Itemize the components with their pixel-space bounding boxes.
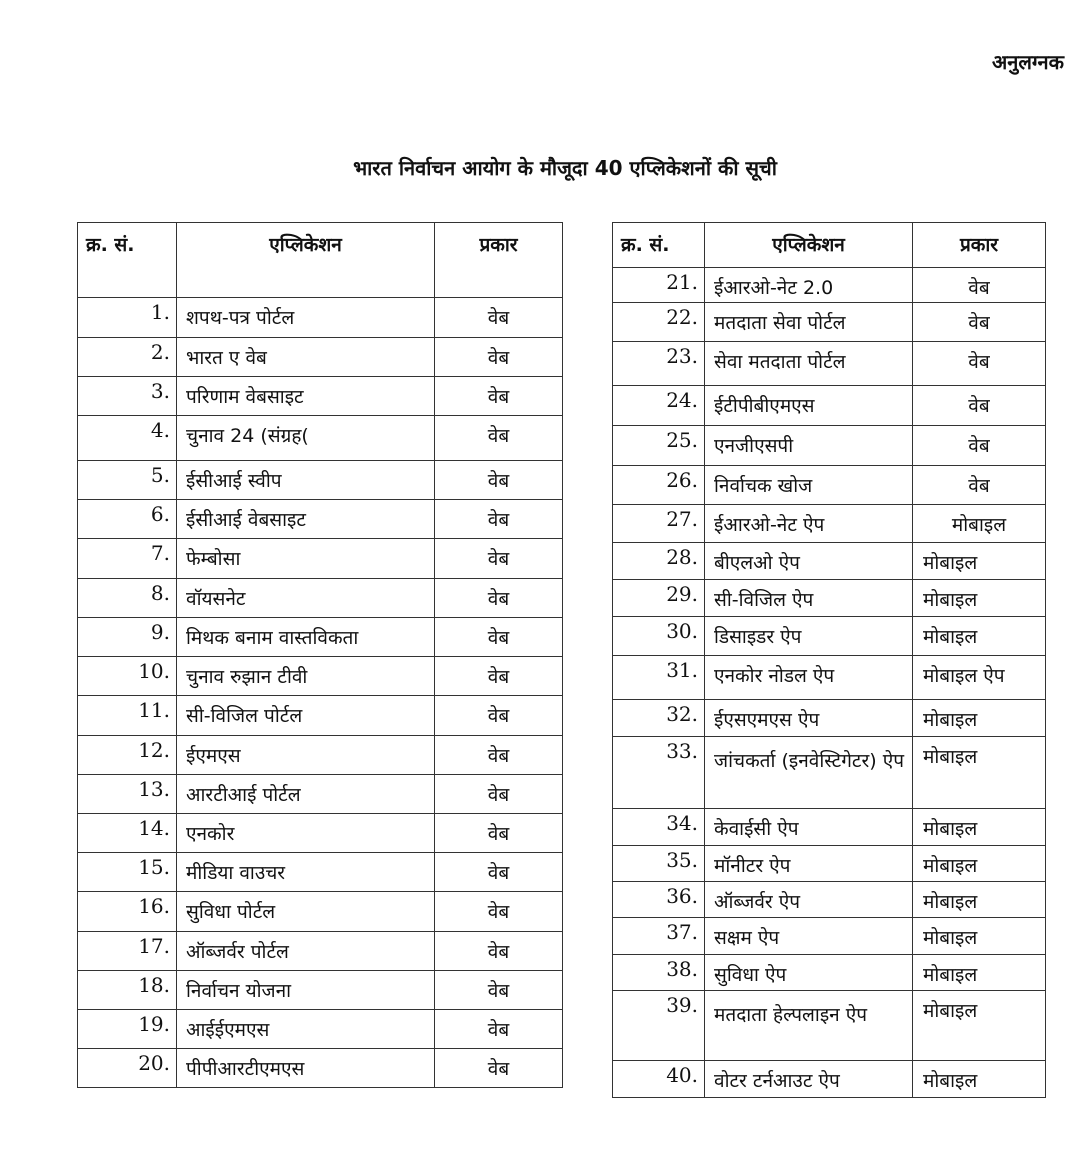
- application-type: वेब: [435, 416, 563, 461]
- table-row: [613, 882, 1046, 918]
- application-name: मतदाता सेवा पोर्टल: [705, 303, 913, 342]
- table-row: [613, 505, 1046, 543]
- table-row: [613, 580, 1046, 617]
- serial-number: 24.: [613, 386, 705, 426]
- application-type: वेब: [435, 377, 563, 416]
- table-row: [78, 338, 563, 377]
- application-type: मोबाइल: [913, 505, 1046, 543]
- serial-number: 1.: [78, 298, 177, 338]
- serial-number: 40.: [613, 1061, 705, 1098]
- serial-number: 11.: [78, 696, 177, 736]
- application-type: वेब: [435, 461, 563, 500]
- table-row: [613, 918, 1046, 955]
- application-name: ऑब्जर्वर ऐप: [705, 882, 913, 918]
- table-row: [613, 1061, 1046, 1098]
- serial-number: 39.: [613, 991, 705, 1061]
- table-row: [78, 539, 563, 579]
- serial-number: 7.: [78, 539, 177, 579]
- application-name: निर्वाचन योजना: [177, 971, 435, 1010]
- application-type: वेब: [435, 579, 563, 618]
- application-name: चुनाव 24 (संग्रह(: [177, 416, 435, 461]
- application-type: वेब: [435, 1010, 563, 1049]
- serial-number: 22.: [613, 303, 705, 342]
- table-row: [78, 775, 563, 814]
- application-name: सी-विजिल ऐप: [705, 580, 913, 617]
- application-name: चुनाव रुझान टीवी: [177, 657, 435, 696]
- serial-number: 21.: [613, 268, 705, 303]
- application-type: वेब: [435, 1049, 563, 1088]
- serial-number: 16.: [78, 892, 177, 932]
- application-type: वेब: [913, 303, 1046, 342]
- application-type: मोबाइल: [913, 543, 1046, 580]
- serial-number: 32.: [613, 700, 705, 737]
- table-row: [613, 342, 1046, 386]
- table-row: [78, 298, 563, 338]
- table-row: [78, 1010, 563, 1049]
- application-name: एनजीएसपी: [705, 426, 913, 466]
- application-name: ईएसएमएस ऐप: [705, 700, 913, 737]
- application-type: वेब: [435, 618, 563, 657]
- application-type: मोबाइल: [913, 580, 1046, 617]
- table-row: [613, 737, 1046, 809]
- application-type: वेब: [435, 696, 563, 736]
- application-name: सक्षम ऐप: [705, 918, 913, 955]
- header-type: प्रकार: [435, 223, 563, 298]
- table-row: [78, 971, 563, 1010]
- application-name: बीएलओ ऐप: [705, 543, 913, 580]
- application-name: आईईएमएस: [177, 1010, 435, 1049]
- applications-table-right: [612, 222, 1046, 1098]
- application-name: आरटीआई पोर्टल: [177, 775, 435, 814]
- table-row: [613, 656, 1046, 700]
- serial-number: 17.: [78, 932, 177, 971]
- table-row: [613, 426, 1046, 466]
- serial-number: 34.: [613, 809, 705, 846]
- application-type: मोबाइल ऐप: [913, 656, 1046, 700]
- application-type: मोबाइल: [913, 737, 1046, 809]
- header-sr: क्र. सं.: [78, 223, 177, 298]
- application-type: मोबाइल: [913, 991, 1046, 1061]
- serial-number: 2.: [78, 338, 177, 377]
- application-name: मिथक बनाम वास्तविकता: [177, 618, 435, 657]
- application-name: सुविधा पोर्टल: [177, 892, 435, 932]
- serial-number: 36.: [613, 882, 705, 918]
- application-name: वोटर टर्नआउट ऐप: [705, 1061, 913, 1098]
- application-name: सुविधा ऐप: [705, 955, 913, 991]
- table-row: [78, 657, 563, 696]
- serial-number: 37.: [613, 918, 705, 955]
- application-type: मोबाइल: [913, 700, 1046, 737]
- table-row: [78, 377, 563, 416]
- serial-number: 26.: [613, 466, 705, 505]
- application-type: मोबाइल: [913, 809, 1046, 846]
- application-type: वेब: [435, 892, 563, 932]
- serial-number: 9.: [78, 618, 177, 657]
- table-header-row: [613, 223, 1046, 268]
- application-type: वेब: [435, 736, 563, 775]
- table-row: [613, 955, 1046, 991]
- table-row: [78, 853, 563, 892]
- application-type: वेब: [435, 853, 563, 892]
- serial-number: 20.: [78, 1049, 177, 1088]
- application-type: वेब: [435, 932, 563, 971]
- table-row: [613, 809, 1046, 846]
- application-name: केवाईसी ऐप: [705, 809, 913, 846]
- application-type: मोबाइल: [913, 918, 1046, 955]
- serial-number: 29.: [613, 580, 705, 617]
- application-type: वेब: [913, 466, 1046, 505]
- serial-number: 18.: [78, 971, 177, 1010]
- table-row: [78, 736, 563, 775]
- serial-number: 33.: [613, 737, 705, 809]
- application-type: वेब: [913, 426, 1046, 466]
- table-row: [78, 932, 563, 971]
- application-name: सी-विजिल पोर्टल: [177, 696, 435, 736]
- application-name: मॉनीटर ऐप: [705, 846, 913, 882]
- table-row: [613, 700, 1046, 737]
- serial-number: 6.: [78, 500, 177, 539]
- application-type: वेब: [913, 386, 1046, 426]
- table-row: [78, 500, 563, 539]
- application-type: मोबाइल: [913, 882, 1046, 918]
- table-row: [78, 814, 563, 853]
- application-type: वेब: [913, 342, 1046, 386]
- application-name: मतदाता हेल्पलाइन ऐप: [705, 991, 913, 1061]
- application-type: मोबाइल: [913, 617, 1046, 656]
- header-type: प्रकार: [913, 223, 1046, 268]
- application-name: सेवा मतदाता पोर्टल: [705, 342, 913, 386]
- application-type: वेब: [913, 268, 1046, 303]
- application-name: डिसाइडर ऐप: [705, 617, 913, 656]
- table-header-row: [78, 223, 563, 298]
- application-name: फेम्बोसा: [177, 539, 435, 579]
- table-row: [613, 303, 1046, 342]
- table-row: [613, 466, 1046, 505]
- serial-number: 8.: [78, 579, 177, 618]
- application-type: मोबाइल: [913, 955, 1046, 991]
- application-type: वेब: [435, 338, 563, 377]
- application-name: परिणाम वेबसाइट: [177, 377, 435, 416]
- application-name: ईसीआई वेबसाइट: [177, 500, 435, 539]
- application-type: वेब: [435, 971, 563, 1010]
- application-name: पीपीआरटीएमएस: [177, 1049, 435, 1088]
- application-name: जांचकर्ता (इनवेस्टिगेटर) ऐप: [705, 737, 913, 809]
- application-type: वेब: [435, 500, 563, 539]
- table-row: [78, 696, 563, 736]
- serial-number: 14.: [78, 814, 177, 853]
- serial-number: 12.: [78, 736, 177, 775]
- serial-number: 4.: [78, 416, 177, 461]
- application-name: ईआरओ-नेट ऐप: [705, 505, 913, 543]
- table-row: [613, 846, 1046, 882]
- header-application: एप्लिकेशन: [705, 223, 913, 268]
- table-row: [613, 617, 1046, 656]
- application-name: ईआरओ-नेट 2.0: [705, 268, 913, 303]
- table-row: [613, 543, 1046, 580]
- serial-number: 5.: [78, 461, 177, 500]
- application-type: वेब: [435, 539, 563, 579]
- serial-number: 38.: [613, 955, 705, 991]
- annex-label: अनुलग्नक: [991, 50, 1064, 74]
- application-name: शपथ-पत्र पोर्टल: [177, 298, 435, 338]
- application-type: मोबाइल: [913, 846, 1046, 882]
- table-row: [78, 416, 563, 461]
- serial-number: 13.: [78, 775, 177, 814]
- table-row: [613, 991, 1046, 1061]
- serial-number: 3.: [78, 377, 177, 416]
- serial-number: 25.: [613, 426, 705, 466]
- serial-number: 31.: [613, 656, 705, 700]
- serial-number: 27.: [613, 505, 705, 543]
- serial-number: 28.: [613, 543, 705, 580]
- application-type: वेब: [435, 657, 563, 696]
- application-name: ऑब्जर्वर पोर्टल: [177, 932, 435, 971]
- header-application: एप्लिकेशन: [177, 223, 435, 298]
- serial-number: 19.: [78, 1010, 177, 1049]
- serial-number: 30.: [613, 617, 705, 656]
- serial-number: 10.: [78, 657, 177, 696]
- application-type: वेब: [435, 814, 563, 853]
- table-row: [613, 268, 1046, 303]
- table-row: [78, 618, 563, 657]
- table-row: [78, 461, 563, 500]
- application-name: ईएमएस: [177, 736, 435, 775]
- application-name: ईटीपीबीएमएस: [705, 386, 913, 426]
- application-name: वॉयसनेट: [177, 579, 435, 618]
- applications-table-left: [77, 222, 563, 1088]
- table-row: [78, 579, 563, 618]
- application-name: मीडिया वाउचर: [177, 853, 435, 892]
- application-name: भारत ए वेब: [177, 338, 435, 377]
- application-type: वेब: [435, 298, 563, 338]
- application-type: मोबाइल: [913, 1061, 1046, 1098]
- application-type: वेब: [435, 775, 563, 814]
- serial-number: 23.: [613, 342, 705, 386]
- page-title: भारत निर्वाचन आयोग के मौजूदा 40 एप्लिकेशनों की सूची: [353, 156, 777, 180]
- table-row: [78, 892, 563, 932]
- application-name: ईसीआई स्वीप: [177, 461, 435, 500]
- table-row: [613, 386, 1046, 426]
- serial-number: 35.: [613, 846, 705, 882]
- table-row: [78, 1049, 563, 1088]
- serial-number: 15.: [78, 853, 177, 892]
- application-name: एनकोर: [177, 814, 435, 853]
- application-name: एनकोर नोडल ऐप: [705, 656, 913, 700]
- header-sr: क्र. सं.: [613, 223, 705, 268]
- application-name: निर्वाचक खोज: [705, 466, 913, 505]
